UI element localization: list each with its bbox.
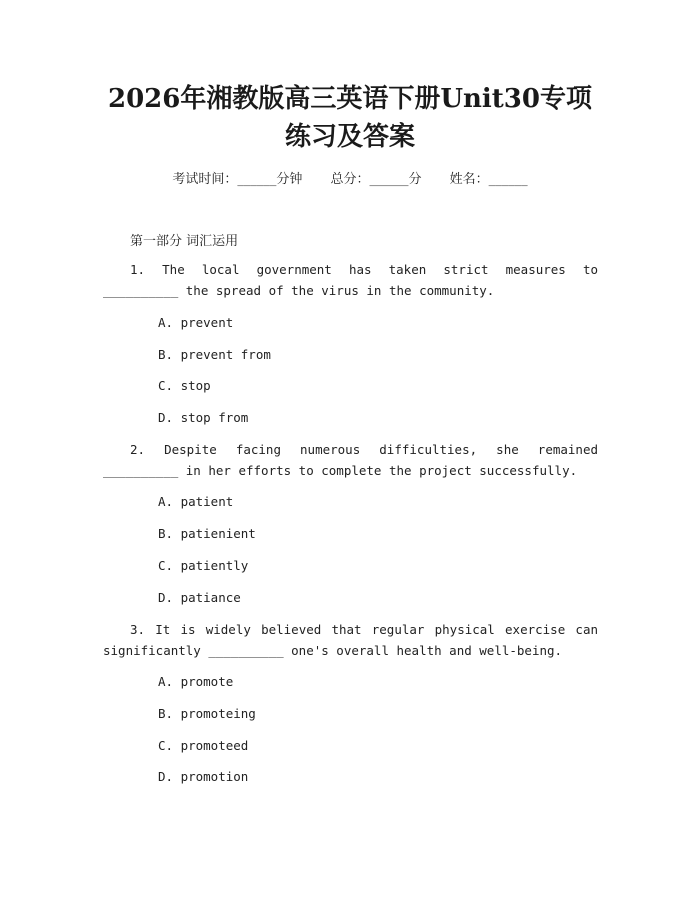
document-title: 2026年湘教版高三英语下册Unit30专项练习及答案: [107, 84, 592, 152]
question-1-option-c: C. stop: [158, 378, 211, 393]
question-3-option-a: A. promote: [158, 674, 234, 689]
question-2-option-b: B. patienient: [158, 526, 256, 541]
question-3: 3. It is widely believed that regular physical exercise can significantly __________ one's overall health and well-being.: [103, 622, 598, 658]
question-2-option-a: A. patient: [158, 494, 234, 509]
question-1-option-b: B. prevent from: [158, 347, 271, 362]
question-3-option-d: D. promotion: [158, 769, 249, 784]
question-1-option-d: D. stop from: [158, 410, 249, 425]
question-3-option-b: B. promoteing: [158, 706, 256, 721]
exam-total-score: 总分：______分: [330, 172, 422, 187]
student-name-field: 姓名：______: [449, 172, 528, 187]
question-2-option-d: D. patiance: [158, 590, 241, 605]
question-2: 2. Despite facing numerous difficulties, she remained __________ in her efforts to complete the project successfully.: [103, 442, 598, 478]
section-title: 第一部分 词汇运用: [130, 234, 239, 249]
exam-time: 考试时间：______分钟: [172, 172, 303, 187]
exam-meta: [0, 168, 700, 187]
question-1-option-a: A. prevent: [158, 315, 234, 330]
question-2-option-c: C. patiently: [158, 558, 249, 573]
question-3-option-c: C. promoteed: [158, 738, 249, 753]
question-1: 1. The local government has taken strict measures to __________ the spread of the virus in the community.: [103, 262, 598, 298]
